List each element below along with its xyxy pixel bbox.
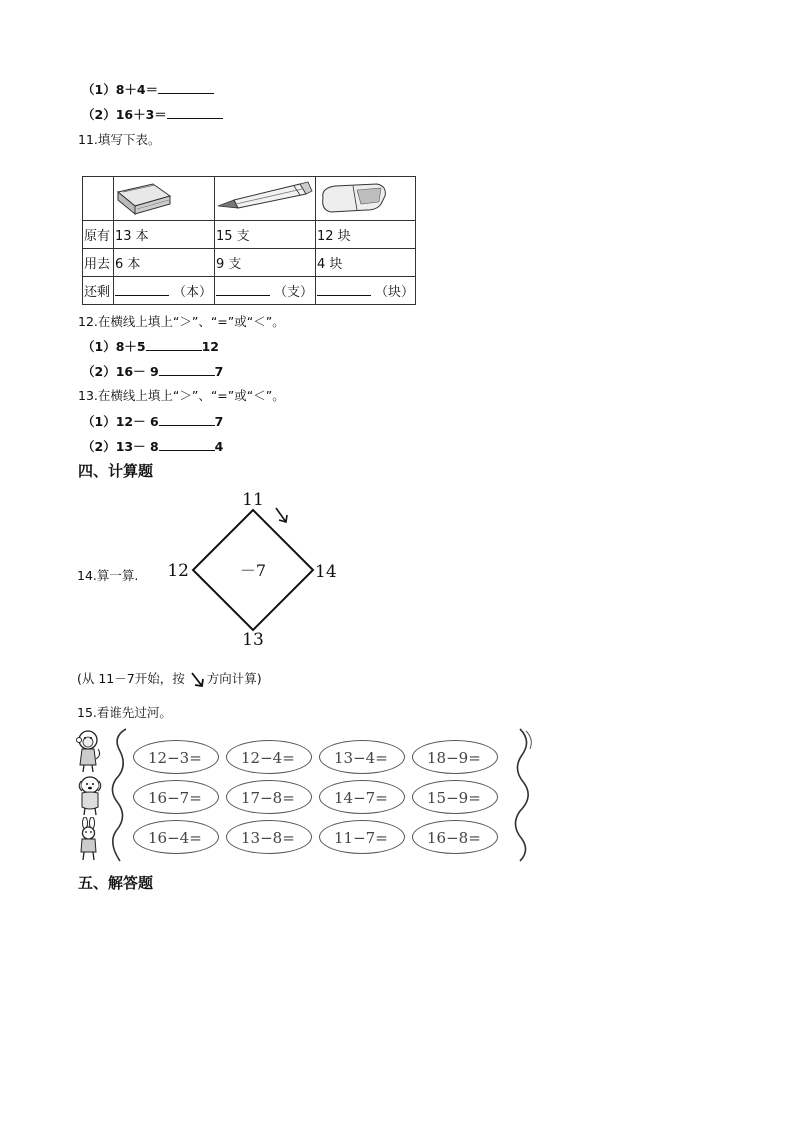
stone-equation: 16−4= xyxy=(148,829,202,847)
q13-item-2-right: 4 xyxy=(214,439,224,454)
q13-item-2-left: （2）13－ 8 xyxy=(82,439,159,454)
stone-equation: 13−4= xyxy=(334,749,388,767)
answer-blank[interactable] xyxy=(167,106,223,119)
table-cell: 12 块 xyxy=(316,221,416,249)
section-5-heading: 五、解答题 xyxy=(78,874,154,892)
table-row xyxy=(83,177,416,221)
row-label: 还剩 xyxy=(83,277,114,305)
q10-item-2-text: （2）16＋3＝ xyxy=(82,107,167,122)
q13-item-1 xyxy=(82,412,223,430)
table-row xyxy=(83,249,416,277)
table-cell: 15 支 xyxy=(215,221,316,249)
row-label: 用去 xyxy=(83,249,114,277)
table-cell: 9 支 xyxy=(215,249,316,277)
stone-equation: 16−8= xyxy=(427,829,481,847)
dog-icon xyxy=(76,773,104,817)
stepping-stone xyxy=(412,740,498,774)
q11-table xyxy=(82,176,416,305)
stone-equation: 11−7= xyxy=(334,829,388,847)
left-river-bank xyxy=(106,727,132,863)
answer-blank[interactable] xyxy=(146,338,202,351)
q10-item-2 xyxy=(82,105,223,123)
stepping-stone xyxy=(226,820,312,854)
q14-diamond-figure xyxy=(160,488,350,648)
row-label: 原有 xyxy=(83,221,114,249)
diamond-center-operation: －7 xyxy=(239,561,267,580)
unit-text: （块） xyxy=(375,285,415,300)
q11-title: 11.填写下表。 xyxy=(78,132,161,147)
q12-item-1 xyxy=(82,337,219,355)
diamond-right-number: 14 xyxy=(315,562,337,582)
q10-item-1 xyxy=(82,80,214,98)
right-river-bank xyxy=(508,727,536,863)
answer-blank[interactable] xyxy=(216,283,270,296)
stone-equation: 12−3= xyxy=(148,749,202,767)
book-icon xyxy=(115,178,175,216)
q14-note-before: (从 11－7开始，按 xyxy=(77,671,185,686)
stone-equation: 14−7= xyxy=(334,789,388,807)
q12-title: 12.在横线上填上“＞”、“=”或“＜”。 xyxy=(78,314,285,329)
stepping-stone xyxy=(133,740,219,774)
arrow-down-right-icon xyxy=(276,508,287,522)
eraser-cell xyxy=(316,177,416,221)
q12-item-2-right: 7 xyxy=(214,364,224,379)
pencil-cell xyxy=(215,177,316,221)
stepping-stone xyxy=(319,820,405,854)
q12-item-1-left: （1）8＋5 xyxy=(82,339,146,354)
q12-item-2-left: （2）16－ 9 xyxy=(82,364,159,379)
table-cell: 6 本 xyxy=(114,249,215,277)
q13-item-1-left: （1）12－ 6 xyxy=(82,414,159,429)
table-cell xyxy=(114,277,215,305)
monkey-icon xyxy=(76,729,102,773)
table-row xyxy=(83,277,416,305)
q13-title: 13.在横线上填上“＞”、“=”或“＜”。 xyxy=(78,388,285,403)
q14-label: 14.算一算. xyxy=(77,568,139,583)
table-cell: 13 本 xyxy=(114,221,215,249)
answer-blank[interactable] xyxy=(159,363,215,376)
stone-equation: 18−9= xyxy=(427,749,481,767)
q14-note-after: 方向计算) xyxy=(206,671,262,686)
stone-equation: 12−4= xyxy=(241,749,295,767)
stone-equation: 16−7= xyxy=(148,789,202,807)
q10-item-1-text: （1）8＋4＝ xyxy=(82,82,159,97)
stepping-stone xyxy=(412,820,498,854)
answer-blank[interactable] xyxy=(317,283,371,296)
section-4-heading: 四、计算题 xyxy=(78,462,154,480)
stepping-stone xyxy=(319,740,405,774)
eraser-icon xyxy=(317,178,389,216)
unit-text: （本） xyxy=(173,285,213,300)
answer-blank[interactable] xyxy=(115,283,169,296)
table-corner xyxy=(83,177,114,221)
diamond-top-number: 11 xyxy=(242,490,264,510)
rabbit-icon xyxy=(76,817,102,861)
stepping-stone xyxy=(133,780,219,814)
q12-item-2 xyxy=(82,362,223,380)
q15-title: 15.看谁先过河。 xyxy=(77,705,172,720)
diamond-bottom-number: 13 xyxy=(242,630,264,648)
pencil-icon xyxy=(216,178,314,216)
table-cell xyxy=(316,277,416,305)
q15-river-race xyxy=(76,727,536,863)
q12-item-1-right: 12 xyxy=(201,339,219,354)
stepping-stone xyxy=(319,780,405,814)
book-cell xyxy=(114,177,215,221)
table-cell xyxy=(215,277,316,305)
answer-blank[interactable] xyxy=(158,81,214,94)
stone-equation: 13−8= xyxy=(241,829,295,847)
stone-equation: 17−8= xyxy=(241,789,295,807)
stepping-stone xyxy=(226,780,312,814)
stepping-stone xyxy=(226,740,312,774)
table-cell: 4 块 xyxy=(316,249,416,277)
answer-blank[interactable] xyxy=(159,438,215,451)
stepping-stone xyxy=(133,820,219,854)
q14-note xyxy=(77,669,262,689)
q13-item-2 xyxy=(82,437,223,455)
unit-text: （支） xyxy=(274,285,314,300)
diamond-left-number: 12 xyxy=(167,561,189,581)
arrow-down-right-icon xyxy=(190,671,206,689)
q13-item-1-right: 7 xyxy=(214,414,224,429)
table-row xyxy=(83,221,416,249)
stone-equation: 15−9= xyxy=(427,789,481,807)
stepping-stone xyxy=(412,780,498,814)
answer-blank[interactable] xyxy=(159,413,215,426)
